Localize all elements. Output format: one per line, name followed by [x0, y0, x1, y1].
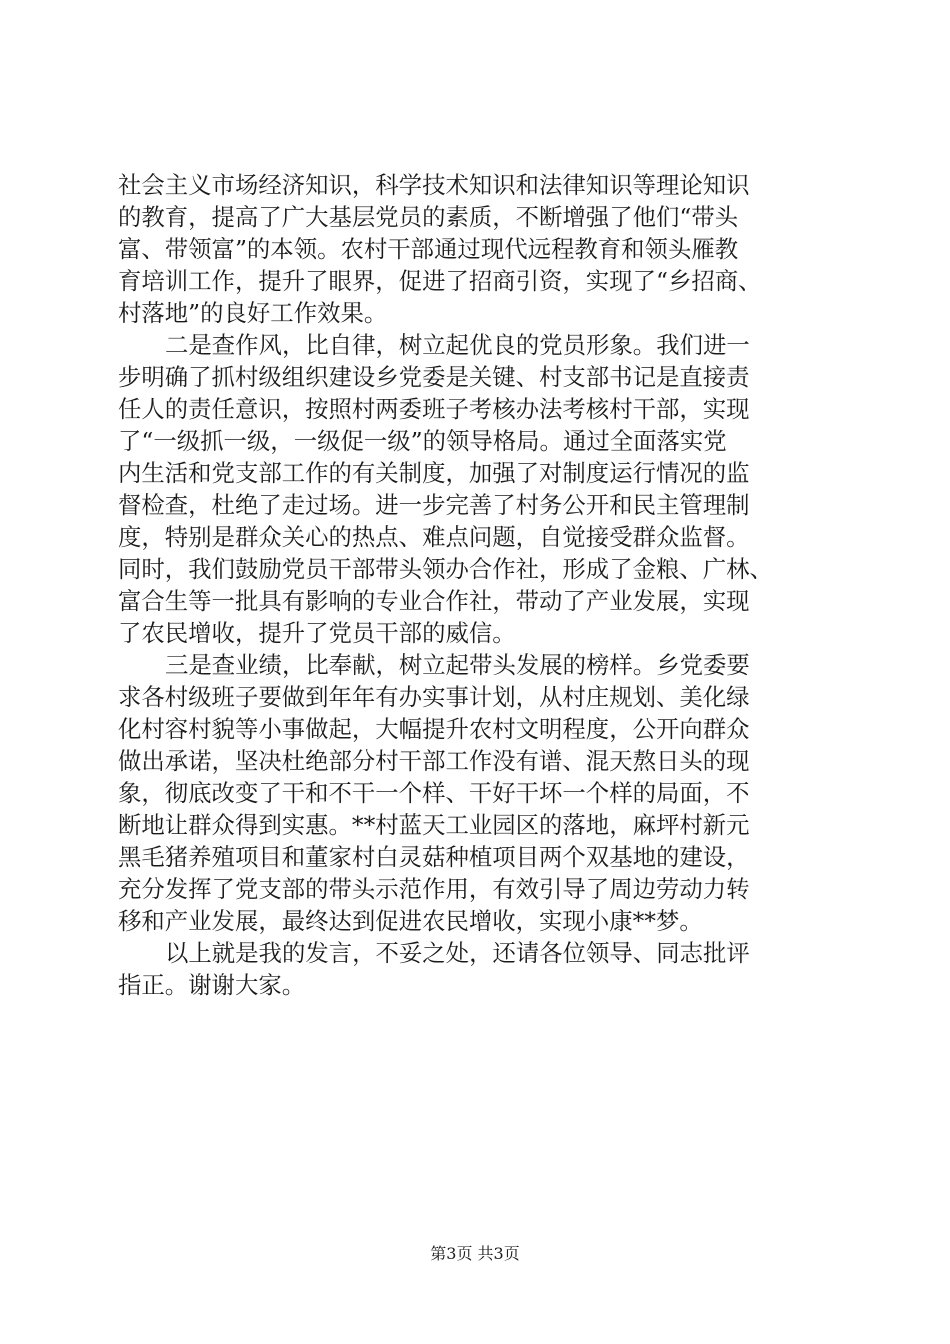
text-line: 象，彻底改变了干和不干一个样、干好干坏一个样的局面，不 — [118, 779, 750, 807]
page-footer: 第3页 共3页 — [430, 1244, 520, 1263]
text-line: 步明确了抓村级组织建设乡党委是关键、村支部书记是直接责 — [118, 363, 750, 391]
text-line: 指正。谢谢大家。 — [118, 971, 306, 999]
paragraph-first-line: 二是查作风，比自律，树立起优良的党员形象。我们进一 — [165, 331, 750, 359]
text-line: 移和产业发展，最终达到促进农民增收，实现小康**梦。 — [118, 907, 703, 935]
text-line: 村落地”的良好工作效果。 — [118, 299, 388, 327]
text-line: 任人的责任意识，按照村两委班子考核办法考核村干部，实现 — [118, 395, 750, 423]
text-line: 了“一级抓一级，一级促一级”的领导格局。通过全面落实党 — [118, 427, 727, 455]
text-line: 充分发挥了党支部的带头示范作用，有效引导了周边劳动力转 — [118, 875, 750, 903]
text-line: 内生活和党支部工作的有关制度，加强了对制度运行情况的监 — [118, 459, 750, 487]
text-line: 化村容村貌等小事做起，大幅提升农村文明程度，公开向群众 — [118, 715, 750, 743]
text-line: 度，特别是群众关心的热点、难点问题，自觉接受群众监督。 — [118, 523, 750, 551]
text-line: 了农民增收，提升了党员干部的威信。 — [118, 619, 516, 647]
text-line: 育培训工作，提升了眼界，促进了招商引资，实现了“乡招商、 — [118, 267, 762, 295]
text-line: 同时，我们鼓励党员干部带头领办合作社，形成了金粮、广林、 — [118, 555, 773, 583]
text-line: 富、带领富”的本领。农村干部通过现代远程教育和领头雁教 — [118, 235, 739, 263]
paragraph-first-line: 三是查业绩，比奉献，树立起带头发展的榜样。乡党委要 — [165, 651, 750, 679]
text-line: 求各村级班子要做到年年有办实事计划，从村庄规划、美化绿 — [118, 683, 750, 711]
text-line: 社会主义市场经济知识，科学技术知识和法律知识等理论知识 — [118, 171, 750, 199]
text-line: 黑毛猪养殖项目和董家村白灵菇种植项目两个双基地的建设， — [118, 843, 750, 871]
text-line: 督检查，杜绝了走过场。进一步完善了村务公开和民主管理制 — [118, 491, 750, 519]
text-line: 断地让群众得到实惠。**村蓝天工业园区的落地，麻坪村新元 — [118, 811, 750, 839]
text-line: 富合生等一批具有影响的专业合作社，带动了产业发展，实现 — [118, 587, 750, 615]
text-line: 做出承诺，坚决杜绝部分村干部工作没有谱、混天熬日头的现 — [118, 747, 750, 775]
text-line: 的教育，提高了广大基层党员的素质，不断增强了他们“带头 — [118, 203, 739, 231]
paragraph-first-line: 以上就是我的发言，不妥之处，还请各位领导、同志批评 — [165, 939, 750, 967]
